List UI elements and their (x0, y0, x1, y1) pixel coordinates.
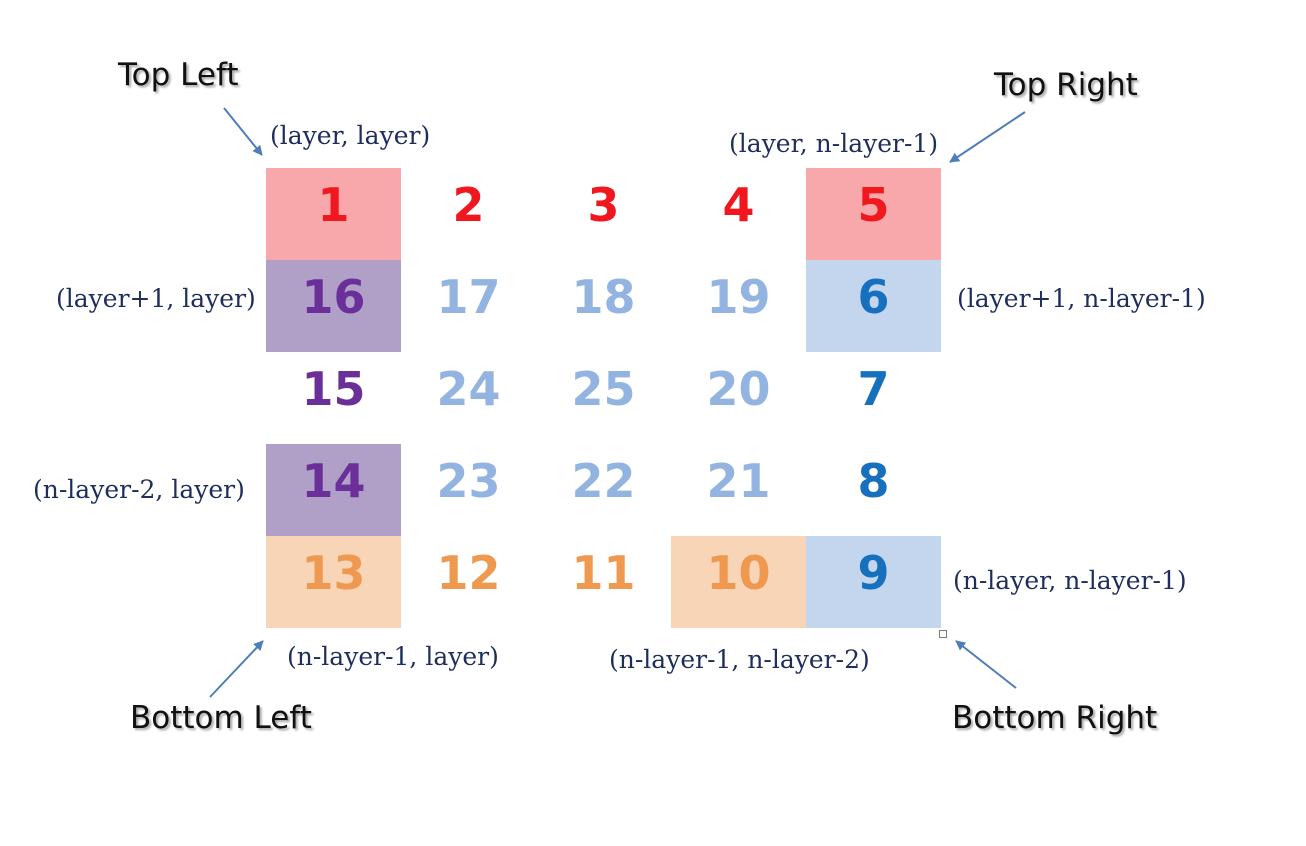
corner-title-bottom-left: Bottom Left (130, 700, 312, 736)
matrix-cell-number: 10 (706, 546, 771, 600)
resize-handle[interactable] (939, 630, 947, 638)
arrow-top-left (224, 108, 262, 155)
matrix-cell-number: 23 (436, 454, 501, 508)
matrix-cell-number: 13 (301, 546, 366, 600)
matrix-cell-number: 1 (317, 178, 350, 232)
coord-top-right: (layer, n-layer-1) (729, 129, 939, 158)
matrix-cell-number: 20 (706, 362, 771, 416)
matrix-cell-number: 17 (436, 270, 501, 324)
matrix-cell-number: 9 (857, 546, 890, 600)
coord-bottom-right: (n-layer-1, n-layer-2) (609, 645, 870, 674)
matrix-cell-number: 8 (857, 454, 890, 508)
matrix-cell-number: 21 (706, 454, 771, 508)
matrix-cell-number: 19 (706, 270, 771, 324)
coord-right-upper: (layer+1, n-layer-1) (957, 284, 1206, 313)
coord-right-lower: (n-layer, n-layer-1) (953, 566, 1187, 595)
matrix-cell-number: 3 (587, 178, 620, 232)
matrix-cell-number: 11 (571, 546, 636, 600)
matrix-cell-number: 18 (571, 270, 636, 324)
matrix-cell-number: 2 (452, 178, 485, 232)
matrix-cell-number: 16 (301, 270, 366, 324)
matrix-cell-number: 22 (571, 454, 636, 508)
corner-title-top-left: Top Left (118, 57, 239, 93)
arrow-top-right (950, 112, 1025, 162)
matrix-cell-number: 15 (301, 362, 366, 416)
matrix-cell-number: 14 (301, 454, 366, 508)
matrix-cell-number: 7 (857, 362, 890, 416)
matrix-cell-number: 12 (436, 546, 501, 600)
corner-title-bottom-right: Bottom Right (952, 700, 1158, 736)
matrix-cell-number: 5 (857, 178, 890, 232)
arrow-bottom-left (210, 641, 263, 697)
coord-bottom-left: (n-layer-1, layer) (287, 642, 499, 671)
matrix-cell-number: 24 (436, 362, 501, 416)
arrow-bottom-right (956, 641, 1016, 688)
coord-left-lower: (n-layer-2, layer) (33, 475, 245, 504)
matrix-cell-number: 4 (722, 178, 755, 232)
corner-title-top-right: Top Right (994, 67, 1138, 103)
coord-top-left: (layer, layer) (270, 121, 431, 150)
matrix-cell-number: 25 (571, 362, 636, 416)
matrix-cell-number: 6 (857, 270, 890, 324)
coord-left-upper: (layer+1, layer) (56, 284, 256, 313)
